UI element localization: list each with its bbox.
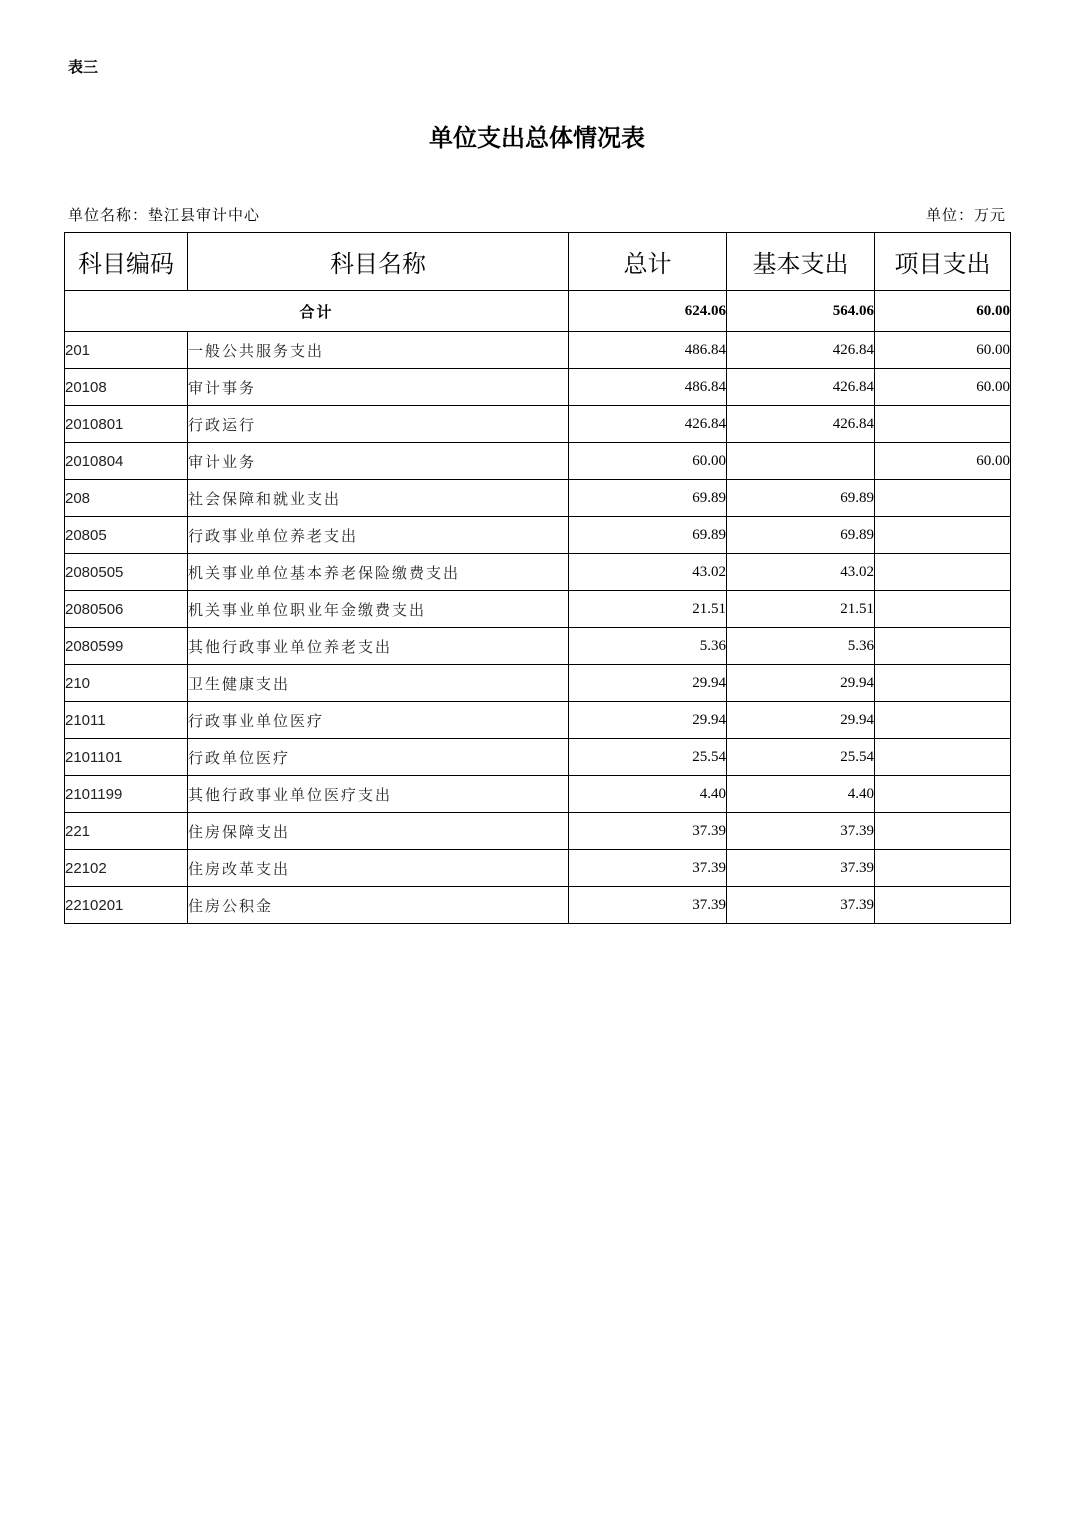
table-row: [65, 739, 1011, 776]
row-project: [875, 517, 1011, 554]
row-code: 2080505: [65, 554, 188, 591]
row-project: 60.00: [875, 369, 1011, 406]
row-code: 208: [65, 480, 188, 517]
row-total: 69.89: [569, 480, 727, 517]
row-code: 2010801: [65, 406, 188, 443]
row-basic: 37.39: [727, 850, 875, 887]
row-project: [875, 406, 1011, 443]
table-row: [65, 628, 1011, 665]
row-project: 60.00: [875, 443, 1011, 480]
row-code: 2210201: [65, 887, 188, 924]
row-name: 卫生健康支出: [188, 665, 569, 702]
page-title: 单位支出总体情况表: [429, 123, 645, 152]
table-row: [65, 443, 1011, 480]
row-basic: 29.94: [727, 665, 875, 702]
row-total: 69.89: [569, 517, 727, 554]
table-row: [65, 332, 1011, 369]
total-project: 60.00: [875, 291, 1011, 332]
row-basic: 69.89: [727, 517, 875, 554]
header-name: 科目名称: [188, 233, 569, 291]
row-code: 21011: [65, 702, 188, 739]
unit-name-label: 单位名称：垫江县审计中心: [68, 206, 261, 224]
row-basic: 25.54: [727, 739, 875, 776]
table-row: [65, 813, 1011, 850]
table-row: [65, 665, 1011, 702]
row-basic: 426.84: [727, 369, 875, 406]
row-name: 审计事务: [188, 369, 569, 406]
row-basic: 21.51: [727, 591, 875, 628]
row-total: 21.51: [569, 591, 727, 628]
header-project: 项目支出: [875, 233, 1011, 291]
row-basic: [727, 443, 875, 480]
row-total: 60.00: [569, 443, 727, 480]
currency-unit-label: 单位：万元: [925, 206, 1006, 224]
header-row: [65, 233, 1011, 291]
row-name: 审计业务: [188, 443, 569, 480]
row-basic: 69.89: [727, 480, 875, 517]
row-code: 2080506: [65, 591, 188, 628]
table-number-label: 表三: [68, 58, 99, 76]
row-project: [875, 554, 1011, 591]
row-code: 2101199: [65, 776, 188, 813]
row-basic: 29.94: [727, 702, 875, 739]
row-name: 住房改革支出: [188, 850, 569, 887]
row-code: 2010804: [65, 443, 188, 480]
row-basic: 4.40: [727, 776, 875, 813]
row-basic: 5.36: [727, 628, 875, 665]
total-sum: 624.06: [569, 291, 727, 332]
table-row: [65, 369, 1011, 406]
row-name: 住房保障支出: [188, 813, 569, 850]
row-project: [875, 591, 1011, 628]
row-basic: 426.84: [727, 406, 875, 443]
table-row: [65, 591, 1011, 628]
row-project: [875, 813, 1011, 850]
row-project: 60.00: [875, 332, 1011, 369]
expenditure-table: [64, 232, 1011, 924]
row-name: 一般公共服务支出: [188, 332, 569, 369]
row-code: 221: [65, 813, 188, 850]
total-row: [65, 291, 1011, 332]
row-basic: 37.39: [727, 813, 875, 850]
row-project: [875, 739, 1011, 776]
row-name: 社会保障和就业支出: [188, 480, 569, 517]
table-row: [65, 850, 1011, 887]
header-total: 总计: [569, 233, 727, 291]
total-basic: 564.06: [727, 291, 875, 332]
row-name: 行政运行: [188, 406, 569, 443]
row-code: 2080599: [65, 628, 188, 665]
row-total: 5.36: [569, 628, 727, 665]
row-project: [875, 628, 1011, 665]
row-total: 426.84: [569, 406, 727, 443]
table-row: [65, 480, 1011, 517]
row-total: 37.39: [569, 813, 727, 850]
row-code: 22102: [65, 850, 188, 887]
table-row: [65, 887, 1011, 924]
row-code: 20108: [65, 369, 188, 406]
table-row: [65, 702, 1011, 739]
row-total: 486.84: [569, 369, 727, 406]
row-project: [875, 480, 1011, 517]
row-name: 其他行政事业单位医疗支出: [188, 776, 569, 813]
row-project: [875, 665, 1011, 702]
row-total: 25.54: [569, 739, 727, 776]
row-total: 37.39: [569, 850, 727, 887]
row-basic: 426.84: [727, 332, 875, 369]
row-total: 29.94: [569, 702, 727, 739]
row-total: 4.40: [569, 776, 727, 813]
header-code: 科目编码: [65, 233, 188, 291]
row-name: 机关事业单位基本养老保险缴费支出: [188, 554, 569, 591]
row-project: [875, 702, 1011, 739]
row-code: 210: [65, 665, 188, 702]
row-total: 37.39: [569, 887, 727, 924]
table-row: [65, 776, 1011, 813]
row-code: 20805: [65, 517, 188, 554]
row-name: 行政事业单位医疗: [188, 702, 569, 739]
row-project: [875, 850, 1011, 887]
table-row: [65, 406, 1011, 443]
row-name: 机关事业单位职业年金缴费支出: [188, 591, 569, 628]
table-row: [65, 517, 1011, 554]
row-name: 住房公积金: [188, 887, 569, 924]
row-total: 43.02: [569, 554, 727, 591]
row-code: 201: [65, 332, 188, 369]
row-project: [875, 887, 1011, 924]
row-name: 行政事业单位养老支出: [188, 517, 569, 554]
row-basic: 43.02: [727, 554, 875, 591]
row-total: 486.84: [569, 332, 727, 369]
row-basic: 37.39: [727, 887, 875, 924]
row-total: 29.94: [569, 665, 727, 702]
header-basic: 基本支出: [727, 233, 875, 291]
row-name: 行政单位医疗: [188, 739, 569, 776]
row-project: [875, 776, 1011, 813]
row-code: 2101101: [65, 739, 188, 776]
total-label: 合计: [65, 291, 569, 332]
row-name: 其他行政事业单位养老支出: [188, 628, 569, 665]
table-row: [65, 554, 1011, 591]
